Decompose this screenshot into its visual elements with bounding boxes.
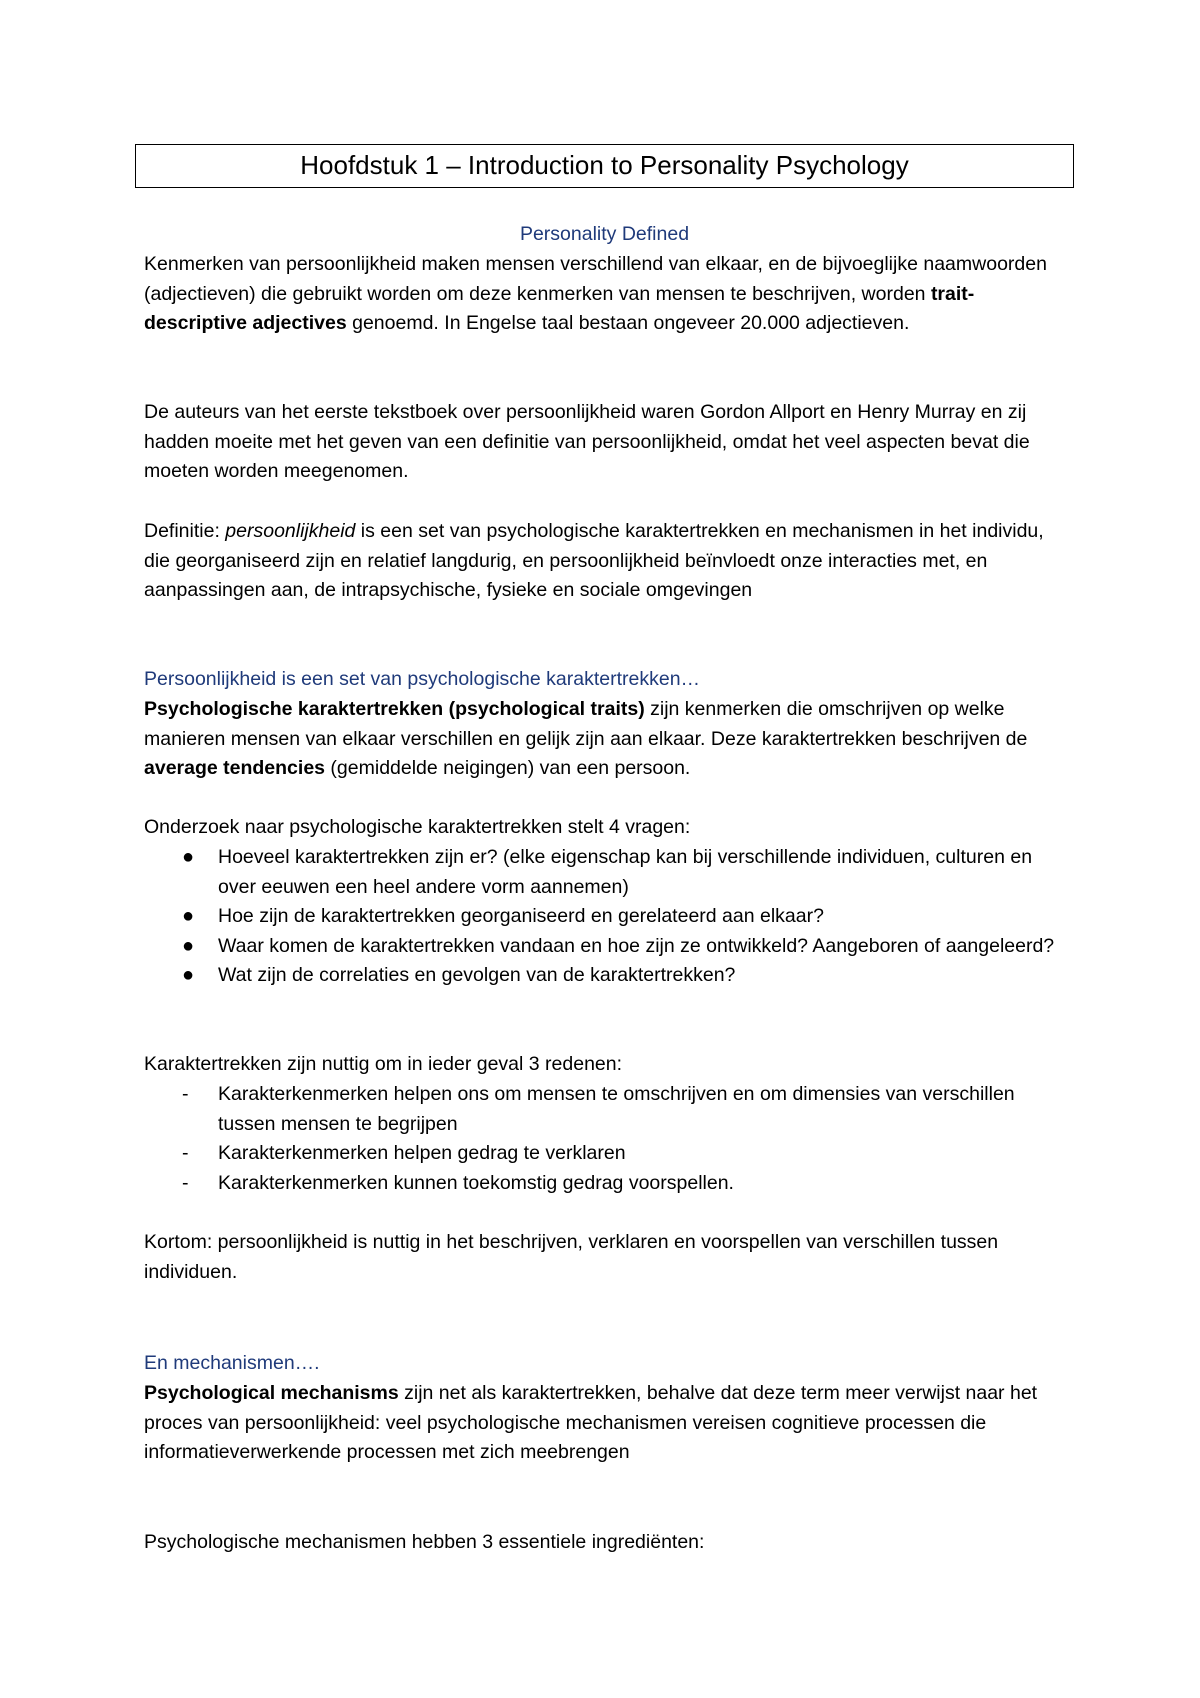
reasons-intro: Karaktertrekken zijn nuttig om in ieder geval 3 redenen: <box>144 1053 623 1075</box>
questions-intro: Onderzoek naar psychologische karaktertrekken stelt 4 vragen: <box>144 816 691 838</box>
paragraph-trait-adjectives: Kenmerken van persoonlijkheid maken mensen verschillend van elkaar, en de bijvoeglijke naamwoorden (adjectieven) die gebruikt worden om deze kenmerken van mensen te beschrijven, worden trait-descriptive adjectives genoemd. In Engelse taal bestaan ongeveer 20.000 adjectieven. <box>144 253 1047 334</box>
paragraph-psychological-mechanisms: Psychological mechanisms zijn net als karaktertrekken, behalve dat deze term meer verwijst naar het proces van persoonlijkheid: veel psychologische mechanismen vereisen cognitieve processen die informatieverwerkende processen met zich meebrengen <box>144 1382 1038 1463</box>
list-item: ● Wat zijn de correlaties en gevolgen van de karaktertrekken? <box>144 961 1074 991</box>
bullet-icon: ● <box>182 964 195 986</box>
questions-list <box>144 843 1074 991</box>
list-item: - Karakterkenmerken kunnen toekomstig gedrag voorspellen. <box>144 1169 1074 1199</box>
bullet-icon: ● <box>182 846 195 868</box>
bullet-icon: ● <box>182 905 195 927</box>
chapter-title-box <box>135 144 1074 188</box>
paragraph-ingredients: Psychologische mechanismen hebben 3 essentiele ingrediënten: <box>144 1531 705 1553</box>
paragraph-summary: Kortom: persoonlijkheid is nuttig in het beschrijven, verklaren en voorspellen van verschillen tussen individuen. <box>144 1231 999 1283</box>
reasons-list <box>144 1080 1074 1198</box>
bullet-icon: ● <box>182 934 195 957</box>
list-item: - Karakterkenmerken helpen gedrag te verklaren <box>144 1139 1074 1169</box>
dash-icon: - <box>182 1142 189 1164</box>
paragraph-psychological-traits: Psychologische karaktertrekken (psychological traits) zijn kenmerken die omschrijven op welke manieren mensen van elkaar verschillen en gelijk zijn aan elkaar. Deze karaktertrekken beschrijven de average tendencies (gemiddelde neigingen) van een persoon. <box>144 698 1028 779</box>
section-heading-traits: Persoonlijkheid is een set van psychologische karaktertrekken… <box>144 668 701 690</box>
dash-icon: - <box>182 1171 189 1194</box>
list-item: ● Hoe zijn de karaktertrekken georganiseerd en gerelateerd aan elkaar? <box>144 902 1074 932</box>
paragraph-authors: De auteurs van het eerste tekstboek over persoonlijkheid waren Gordon Allport en Henry Murray en zij hadden moeite met het geven van een definitie van persoonlijkheid, omdat het veel aspecten bevat die moeten worden meegenomen. <box>144 401 1030 482</box>
list-item: - Karakterkenmerken helpen ons om mensen te omschrijven en om dimensies van verschillen tussen mensen te begrijpen <box>144 1080 1074 1139</box>
dash-icon: - <box>182 1083 189 1105</box>
list-item: ● Waar komen de karaktertrekken vandaan en hoe zijn ze ontwikkeld? Aangeboren of aangeleerd? <box>144 932 1074 962</box>
chapter-title: Hoofdstuk 1 – Introduction to Personality Psychology <box>300 150 909 180</box>
section-heading-mechanisms: En mechanismen…. <box>144 1352 320 1374</box>
section-heading-personality-defined: Personality Defined <box>519 223 690 245</box>
paragraph-definition: Definitie: persoonlijkheid is een set van psychologische karaktertrekken en mechanismen in het individu, die georganiseerd zijn en relatief langdurig, en persoonlijkheid beïnvloedt onze interacties met, en aanpassingen aan, de intrapsychische, fysieke en sociale omgevingen <box>144 520 1044 601</box>
list-item: ● Hoeveel karaktertrekken zijn er? (elke eigenschap kan bij verschillende individuen, culturen en over eeuwen een heel andere vorm aannemen) <box>144 843 1074 902</box>
